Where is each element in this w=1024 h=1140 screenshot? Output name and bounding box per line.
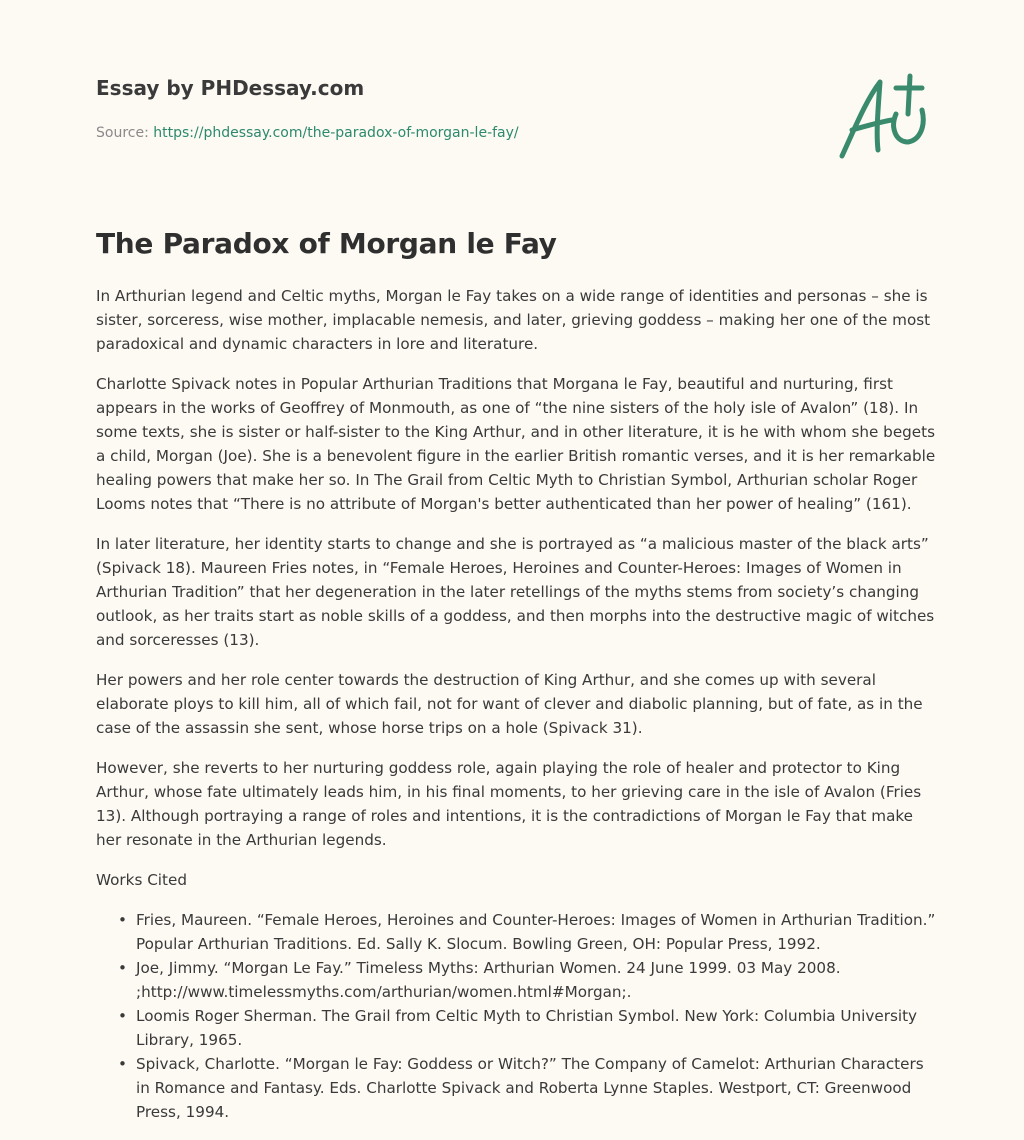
essay-body — [96, 284, 936, 1124]
brand-title: Essay by PHDessay.com — [96, 76, 365, 100]
paragraph: In later literature, her identity starts to change and she is portrayed as “a malicious master of the black arts” (Spivack 18). Maureen Fries notes, in “Female Heroes, Heroines and Counter-Heroes: Images of Women in Arthurian Tradition” that her degeneration in the later retellings of the myths stems from society’s changing outlook, as her traits start as noble skills of a goddess, and then morphs into the destructive magic of witches and sorceresses (13). — [96, 535, 935, 649]
page-title: The Paradox of Morgan le Fay — [96, 227, 557, 260]
list-item: • Loomis Roger Sherman. The Grail from Celtic Myth to Christian Symbol. New York: Columbia University Library, 1965. — [136, 1004, 936, 1052]
list-item: • Joe, Jimmy. “Morgan Le Fay.” Timeless Myths: Arthurian Women. 24 June 1999. 03 May 2008. ;http://www.timelessmyths.com/arthurian/women.html#Morgan;. — [136, 956, 936, 1004]
source-label: Source: — [96, 125, 149, 141]
works-cited-list — [96, 908, 936, 1124]
paragraph: Charlotte Spivack notes in Popular Arthurian Traditions that Morgana le Fay, beautiful and nurturing, first appears in the works of Geoffrey of Monmouth, as one of “the nine sisters of the holy isle of Avalon” (18). In some texts, she is sister or half-sister to the King Arthur, and in other literature, it is he with whom she begets a child, Morgan (Joe). She is a benevolent figure in the earlier British romantic verses, and it is her remarkable healing powers that make her so. In The Grail from Celtic Myth to Christian Symbol, Arthurian scholar Roger Looms notes that “There is no attribute of Morgan's better authenticated than her power of healing” (161). — [96, 375, 936, 513]
paragraph: In Arthurian legend and Celtic myths, Morgan le Fay takes on a wide range of identities and personas – she is sister, sorceress, wise mother, implacable nemesis, and later, grieving goddess – making her one of the most paradoxical and dynamic characters in lore and literature. — [96, 287, 931, 353]
source-link[interactable]: https://phdessay.com/the-paradox-of-morgan-le-fay/ — [153, 125, 519, 141]
paragraph: However, she reverts to her nurturing goddess role, again playing the role of healer and protector to King Arthur, whose fate ultimately leads him, in his final moments, to her grieving care in the isle of Avalon (Fries 13). Although portraying a range of roles and intentions, it is the contradictions of Morgan le Fay that make her resonate in the Arthurian legends. — [96, 759, 922, 849]
list-item: • Fries, Maureen. “Female Heroes, Heroines and Counter-Heroes: Images of Women in Arthurian Tradition.” Popular Arthurian Traditions. Ed. Sally K. Slocum. Bowling Green, OH: Popular Press, 1992. — [136, 908, 936, 956]
list-item: • Spivack, Charlotte. “Morgan le Fay: Goddess or Witch?” The Company of Camelot: Arthurian Characters in Romance and Fantasy. Eds. Charlotte Spivack and Roberta Lynne Staples. Westport, CT: Greenwood Press, 1994. — [136, 1052, 936, 1124]
works-cited-heading: Works Cited — [96, 871, 187, 889]
a-plus-logo-icon — [834, 70, 934, 162]
paragraph: Her powers and her role center towards the destruction of King Arthur, and she comes up with several elaborate ploys to kill him, all of which fail, not for want of clever and diabolic planning, but of fate, as in the case of the assassin she sent, whose horse trips on a hole (Spivack 31). — [96, 671, 923, 737]
page-header — [96, 76, 928, 166]
source-line — [96, 125, 519, 141]
